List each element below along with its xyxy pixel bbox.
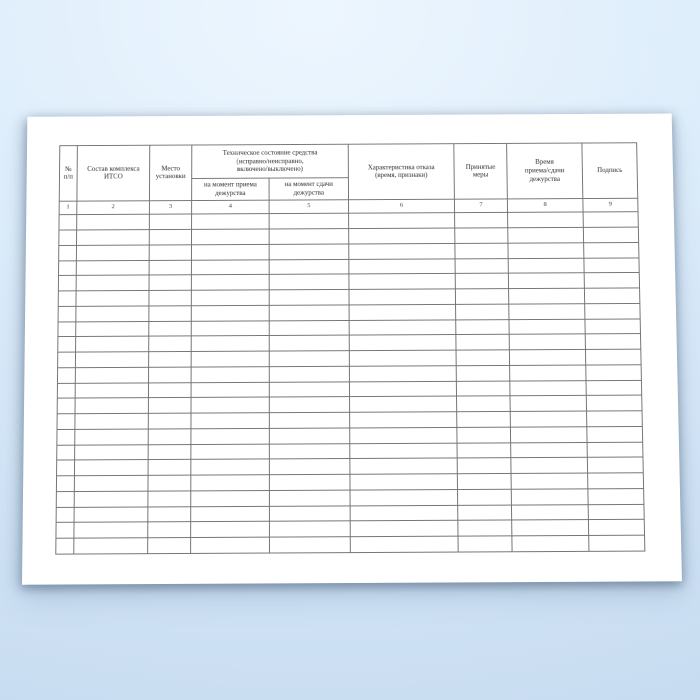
empty-cell	[269, 229, 349, 245]
empty-cell	[350, 412, 457, 428]
empty-cell	[349, 366, 456, 382]
empty-cell	[191, 444, 270, 460]
empty-cell	[589, 535, 645, 551]
empty-cell	[74, 522, 148, 538]
empty-cell	[191, 382, 269, 398]
empty-cell	[191, 537, 270, 553]
empty-cell	[56, 523, 74, 539]
empty-cell	[76, 291, 149, 307]
empty-cell	[458, 505, 512, 521]
empty-cell	[149, 260, 191, 275]
empty-cell	[74, 491, 148, 507]
empty-cell	[191, 260, 269, 276]
empty-cell	[149, 321, 192, 337]
empty-cell	[57, 460, 75, 476]
header-row-main	[59, 143, 637, 179]
empty-cell	[191, 321, 269, 337]
empty-cell	[508, 228, 584, 244]
column-number: 9	[583, 198, 638, 212]
empty-cell	[148, 413, 191, 429]
col-header-failure: Характеристика отказа (время, признаки)	[348, 144, 454, 200]
empty-cell	[508, 273, 584, 289]
empty-cell	[149, 352, 192, 368]
empty-cell	[57, 383, 75, 399]
empty-cell	[350, 489, 458, 505]
col-header-location: Место установки	[149, 145, 191, 200]
empty-cell	[510, 380, 586, 396]
empty-cell	[56, 507, 74, 523]
empty-cell	[149, 275, 191, 290]
col-header-num: № п/п	[59, 146, 77, 201]
empty-cell	[191, 428, 269, 444]
empty-cell	[588, 473, 644, 489]
empty-cell	[149, 214, 191, 229]
empty-cell	[586, 396, 642, 412]
col-header-on-duty-start: на момент приема дежурства	[192, 178, 269, 201]
empty-cell	[584, 258, 639, 274]
empty-cell	[511, 489, 588, 505]
empty-cell	[350, 443, 457, 459]
empty-cell	[456, 335, 510, 351]
empty-cell	[586, 365, 642, 381]
empty-cell	[587, 426, 643, 442]
empty-cell	[148, 538, 191, 554]
empty-cell	[191, 397, 269, 413]
empty-cell	[269, 382, 349, 398]
empty-cell	[75, 444, 149, 460]
empty-cell	[457, 458, 511, 474]
empty-cell	[349, 259, 455, 275]
empty-cell	[149, 367, 192, 383]
empty-cell	[510, 365, 586, 381]
empty-cell	[191, 336, 269, 352]
col-header-composition: Состав комплекса ИТСО	[77, 145, 150, 201]
empty-cell	[588, 489, 644, 505]
empty-cell	[149, 336, 192, 352]
empty-cell	[191, 413, 269, 429]
empty-cell	[512, 536, 589, 552]
empty-cell	[269, 459, 350, 475]
empty-cell	[191, 475, 270, 491]
empty-cell	[77, 215, 150, 231]
empty-cell	[349, 274, 455, 290]
empty-cell	[269, 336, 349, 352]
document-page	[22, 114, 682, 585]
empty-cell	[58, 337, 76, 352]
empty-cell	[508, 212, 584, 228]
empty-cell	[269, 443, 350, 459]
empty-cell	[585, 334, 641, 350]
empty-cell	[59, 215, 77, 230]
empty-cell	[350, 396, 457, 412]
empty-cell	[77, 230, 150, 246]
empty-cell	[350, 521, 458, 537]
empty-cell	[75, 383, 148, 399]
empty-cell	[457, 412, 511, 428]
empty-cell	[75, 398, 148, 414]
col-header-duty-time: Время приема/сдачи дежурства	[507, 143, 583, 199]
empty-cell	[191, 459, 270, 475]
empty-cell	[510, 427, 587, 443]
column-number: 8	[507, 198, 583, 213]
empty-cell	[456, 304, 509, 320]
empty-cell	[148, 522, 191, 538]
empty-cell	[457, 443, 511, 459]
empty-cell	[509, 350, 585, 366]
empty-cell	[191, 490, 270, 506]
empty-cell	[509, 319, 585, 335]
empty-cell	[148, 475, 191, 491]
empty-cell	[588, 504, 644, 520]
empty-cell	[75, 352, 148, 368]
empty-cell	[56, 476, 74, 492]
empty-cell	[57, 368, 75, 383]
empty-cell	[349, 350, 456, 366]
col-header-signature: Подпись	[582, 143, 638, 199]
empty-cell	[269, 290, 349, 306]
col-header-tech-state-group: Техническое состояние средства (исправно/неисправно, включено/выключено)	[192, 144, 349, 178]
empty-cell	[269, 214, 349, 230]
empty-cell	[509, 288, 585, 304]
empty-cell	[509, 334, 585, 350]
empty-cell	[588, 520, 644, 536]
empty-cell	[191, 351, 269, 367]
empty-cell	[457, 474, 511, 490]
empty-cell	[191, 244, 269, 260]
empty-cell	[191, 522, 270, 538]
column-number: 6	[349, 199, 455, 214]
empty-cell	[191, 506, 270, 522]
empty-cell	[349, 304, 456, 320]
empty-cell	[585, 303, 641, 319]
empty-cell	[192, 214, 270, 230]
empty-cell	[584, 273, 639, 289]
empty-cell	[269, 366, 349, 382]
empty-cell	[148, 491, 191, 507]
empty-cell	[455, 243, 508, 258]
column-number: 1	[59, 201, 77, 215]
empty-cell	[148, 460, 191, 476]
empty-cell	[512, 520, 589, 536]
empty-cell	[508, 258, 584, 274]
empty-cell	[458, 536, 512, 552]
empty-cell	[269, 351, 349, 367]
empty-cell	[456, 350, 510, 366]
empty-cell	[269, 412, 349, 428]
empty-cell	[455, 274, 508, 290]
empty-cell	[269, 506, 350, 522]
empty-cell	[269, 474, 350, 490]
empty-cell	[192, 229, 270, 245]
empty-cell	[59, 245, 77, 260]
empty-cell	[149, 290, 191, 305]
empty-cell	[57, 445, 75, 461]
empty-cell	[269, 244, 349, 260]
empty-cell	[350, 458, 457, 474]
empty-cell	[59, 261, 77, 276]
empty-cell	[455, 213, 508, 228]
empty-cell	[269, 397, 349, 413]
empty-cell	[269, 305, 349, 321]
empty-cell	[586, 380, 642, 396]
empty-cell	[269, 259, 349, 275]
empty-cell	[456, 381, 510, 397]
empty-cell	[349, 228, 455, 244]
empty-cell	[455, 228, 508, 243]
empty-cell	[148, 506, 191, 522]
col-header-measures: Принятые меры	[454, 143, 508, 199]
empty-cell	[191, 367, 269, 383]
empty-cell	[58, 291, 76, 306]
empty-cell	[508, 243, 584, 259]
empty-cell	[584, 242, 639, 257]
empty-cell	[148, 398, 191, 414]
empty-cell	[587, 457, 643, 473]
empty-cell	[269, 521, 350, 537]
empty-cell	[58, 276, 76, 291]
empty-cell	[350, 474, 458, 490]
empty-cell	[583, 227, 638, 242]
column-number: 4	[192, 200, 270, 215]
empty-cell	[191, 290, 269, 306]
empty-cell	[350, 536, 458, 552]
duty-journal-table	[55, 142, 645, 554]
empty-cell	[458, 520, 512, 536]
empty-cell	[349, 213, 455, 229]
empty-cell	[585, 349, 641, 365]
empty-cell	[349, 243, 455, 259]
empty-cell	[75, 367, 148, 383]
empty-cell	[76, 275, 149, 291]
column-number: 3	[149, 200, 191, 214]
empty-cell	[349, 289, 456, 305]
empty-cell	[455, 289, 508, 305]
empty-cell	[350, 427, 457, 443]
empty-cell	[75, 414, 149, 430]
empty-cell	[587, 411, 643, 427]
empty-cell	[510, 411, 587, 427]
empty-cell	[269, 320, 349, 336]
empty-cell	[75, 429, 149, 445]
empty-cell	[148, 382, 191, 398]
empty-cell	[349, 320, 456, 336]
empty-cell	[584, 288, 639, 304]
empty-cell	[456, 319, 509, 335]
empty-cell	[74, 538, 148, 554]
empty-cell	[511, 458, 588, 474]
empty-cell	[585, 319, 641, 335]
empty-cell	[458, 489, 512, 505]
empty-cell	[149, 306, 191, 322]
empty-cell	[76, 245, 149, 261]
empty-cell	[58, 306, 76, 321]
empty-cell	[269, 537, 350, 553]
empty-cell	[457, 427, 511, 443]
empty-cell	[57, 429, 75, 445]
empty-cell	[58, 352, 76, 367]
empty-cell	[57, 414, 75, 430]
empty-cell	[149, 230, 191, 245]
empty-cell	[511, 504, 588, 520]
empty-cell	[456, 365, 510, 381]
empty-cell	[191, 275, 269, 291]
empty-cell	[269, 428, 349, 444]
empty-cell	[349, 335, 456, 351]
table-row	[56, 535, 645, 554]
empty-cell	[76, 321, 149, 337]
empty-cell	[76, 306, 149, 322]
empty-cell	[349, 381, 456, 397]
empty-cell	[148, 429, 191, 445]
empty-cell	[56, 491, 74, 507]
empty-cell	[74, 476, 148, 492]
empty-cell	[587, 442, 643, 458]
empty-cell	[510, 396, 587, 412]
empty-cell	[74, 507, 148, 523]
col-header-on-duty-end: на момент сдачи дежурства	[269, 177, 348, 200]
column-number: 2	[77, 201, 150, 216]
empty-cell	[59, 230, 77, 245]
empty-cell	[583, 212, 638, 227]
empty-cell	[509, 304, 585, 320]
empty-cell	[76, 260, 149, 276]
empty-cell	[457, 396, 511, 412]
empty-cell	[58, 322, 76, 337]
empty-cell	[455, 258, 508, 273]
empty-cell	[56, 538, 74, 554]
empty-cell	[74, 460, 148, 476]
empty-cell	[511, 442, 588, 458]
empty-cell	[350, 505, 458, 521]
empty-cell	[511, 473, 588, 489]
column-number: 5	[269, 199, 348, 214]
empty-cell	[57, 398, 75, 414]
empty-cell	[148, 444, 191, 460]
empty-cell	[191, 305, 269, 321]
empty-cell	[269, 274, 349, 290]
empty-cell	[149, 245, 191, 260]
column-number: 7	[454, 199, 507, 213]
empty-cell	[76, 337, 149, 353]
empty-cell	[269, 490, 350, 506]
